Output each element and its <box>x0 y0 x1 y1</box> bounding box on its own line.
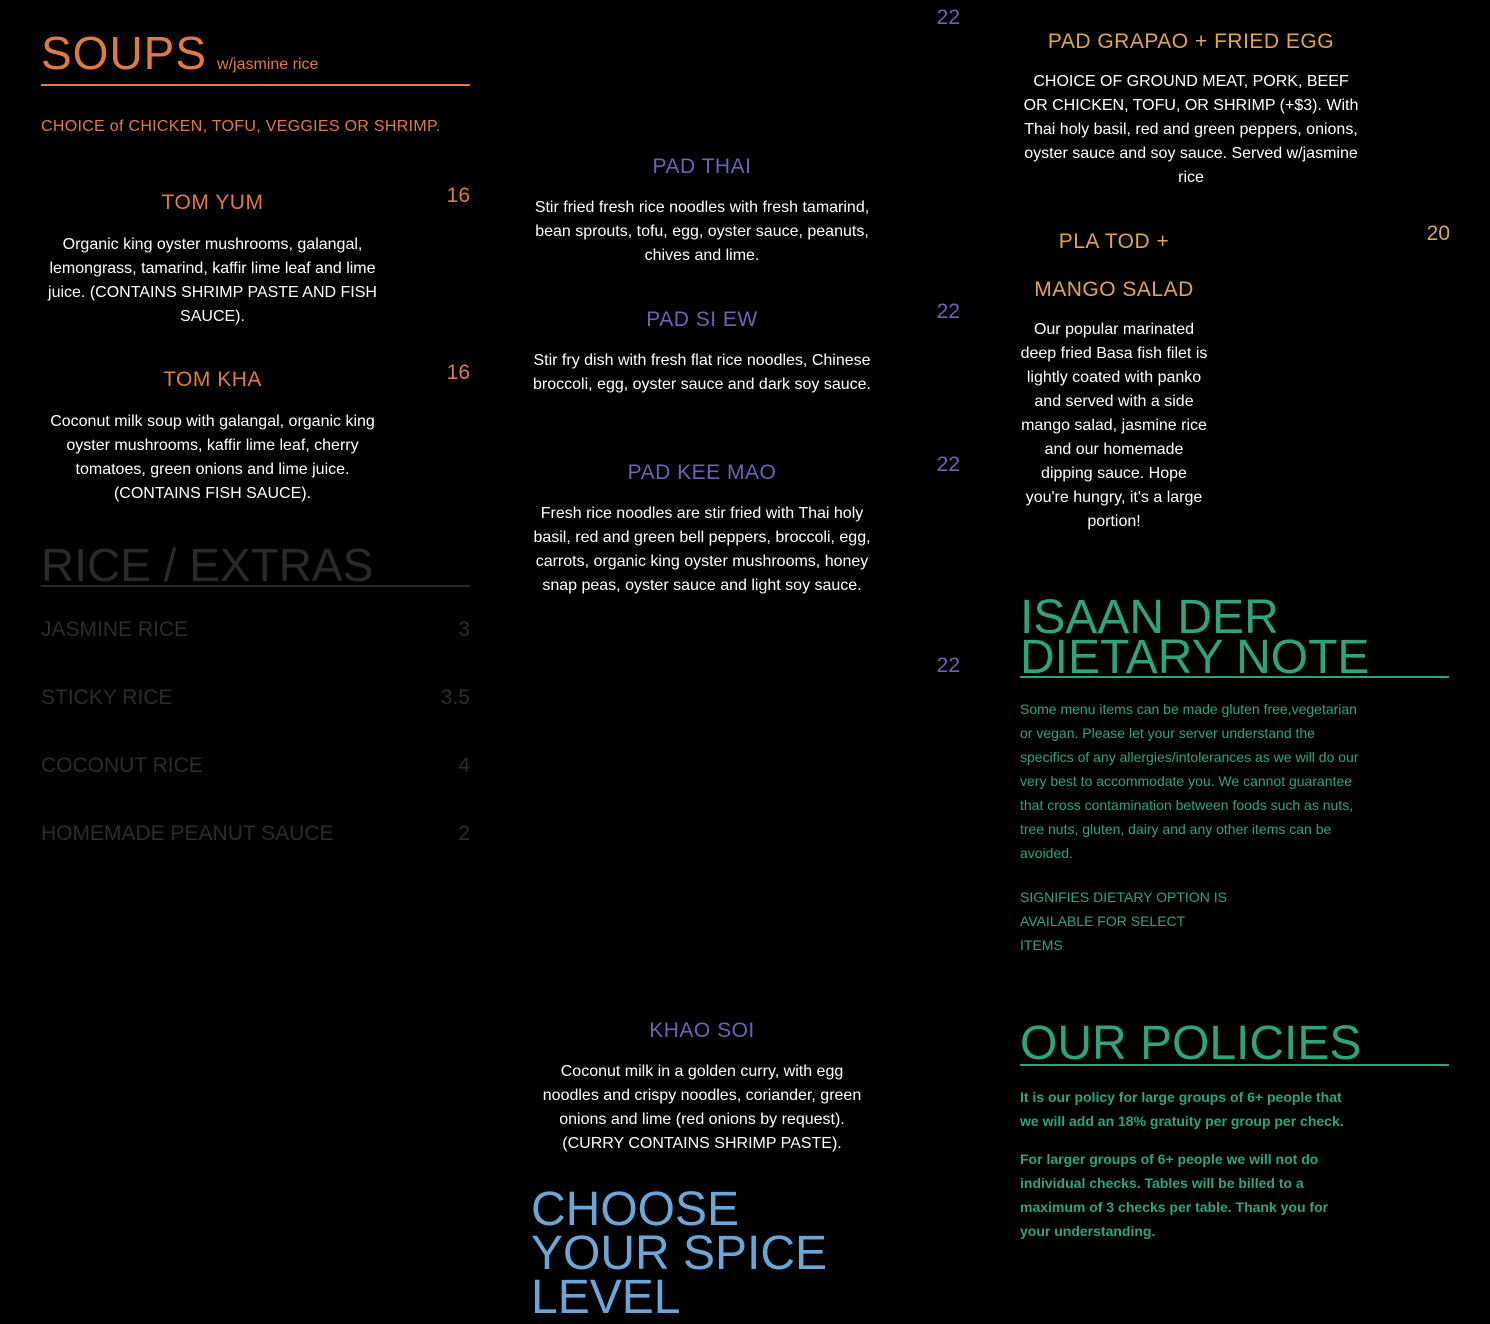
top-price: 22 <box>936 6 960 29</box>
soups-header <box>41 28 470 86</box>
tom-yum-description: Organic king oyster mushrooms, galangal, lemongrass, tamarind, kaffir lime leaf and lime juice. (CONTAINS SHRIMP PASTE AND FISH SAUCE). <box>48 236 377 325</box>
rice-item-name: JASMINE RICE <box>41 618 189 641</box>
pad-thai-title: PAD THAI <box>652 155 752 178</box>
tom-yum-price: 16 <box>446 184 470 207</box>
policies-header <box>1020 1017 1449 1070</box>
rice-extras-header <box>41 539 470 591</box>
rice-item-price: 3.5 <box>440 686 470 709</box>
rice-item-price: 4 <box>458 754 470 777</box>
rice-item-name: STICKY RICE <box>41 686 173 709</box>
rice-item-price: 2 <box>458 822 470 845</box>
rice-item-name: COCONUT RICE <box>41 754 203 777</box>
pla-tod-title-line1: PLA TOD + <box>1058 230 1170 253</box>
pla-tod-title-line2: MANGO SALAD <box>1034 278 1194 301</box>
dietary-header <box>1020 591 1449 684</box>
spice-level-heading: CHOOSE YOUR SPICE LEVEL <box>531 1183 828 1324</box>
rice-item <box>41 686 470 710</box>
policy-checks: For larger groups of 6+ people we will not do individual checks. Tables will be billed to a maximum of 3 checks per table. Thank you for your understanding. <box>1020 1151 1329 1239</box>
tom-kha-title: TOM KHA <box>163 368 262 391</box>
pad-grapao-description: CHOICE OF GROUND MEAT, PORK, BEEF OR CHICKEN, TOFU, OR SHRIMP (+$3). With Thai holy basil, red and green peppers, onions, oyster sauce and soy sauce. Served w/jasmine rice <box>1023 73 1359 186</box>
rice-extras-title: RICE / EXTRAS <box>41 539 374 591</box>
pad-kee-mao-price: 22 <box>936 654 960 677</box>
soups-choice-note: CHOICE of CHICKEN, TOFU, VEGGIES OR SHRIMP. <box>41 118 441 135</box>
rice-item <box>41 754 470 778</box>
tom-yum-title: TOM YUM <box>161 191 264 214</box>
rice-item-price: 3 <box>458 618 470 641</box>
policy-gratuity: It is our policy for large groups of 6+ people that we will add an 18% gratuity per group per check. <box>1020 1089 1344 1129</box>
pad-kee-mao-description: Fresh rice noodles are stir fried with Thai holy basil, red and green bell peppers, broccoli, egg, carrots, organic king oyster mushrooms, honey snap peas, oyster sauce and light soy sauce. <box>533 505 871 594</box>
rice-item <box>41 618 470 642</box>
pad-grapao-title: PAD GRAPAO + FRIED EGG <box>1047 30 1335 53</box>
pad-kee-mao-title: PAD KEE MAO <box>627 461 777 484</box>
tom-kha-price: 16 <box>446 361 470 384</box>
rice-item-name: HOMEMADE PEANUT SAUCE <box>41 822 334 845</box>
policies-title: OUR POLICIES <box>1020 1017 1362 1070</box>
soups-subtitle: w/jasmine rice <box>217 56 319 73</box>
khao-soi-description: Coconut milk in a golden curry, with egg noodles and crispy noodles, coriander, green onions and lime (red onions by request). (CURRY CONTAINS SHRIMP PASTE). <box>542 1063 862 1152</box>
pla-tod-price: 20 <box>1426 222 1450 245</box>
pla-tod-description: Our popular marinated deep fried Basa fish filet is lightly coated with panko and served with a side mango salad, jasmine rice and our homemade dipping sauce. Hope you're hungry, it's a large portion! <box>1020 321 1208 530</box>
pad-si-ew-title: PAD SI EW <box>646 308 758 331</box>
khao-soi-title: KHAO SOI <box>649 1019 755 1042</box>
tom-kha-description: Coconut milk soup with galangal, organic king oyster mushrooms, kaffir lime leaf, cherry tomatoes, green onions and lime juice. (CONTAINS FISH SAUCE). <box>50 413 375 502</box>
dietary-title-line2: DIETARY NOTE <box>1020 631 1370 684</box>
dietary-note: Some menu items can be made gluten free,vegetarian or vegan. Please let your server understand the specifics of any allergies/intolerances as we will do our very best to accommodate you. We cannot guarantee that cross contamination between foods such as nuts, tree nuts, gluten, dairy and any other items can be avoided. <box>1020 701 1359 861</box>
rice-item <box>41 822 470 846</box>
dietary-title-line1: ISAAN DER <box>1020 591 1279 644</box>
dietary-signifies: SIGNIFIES DIETARY OPTION IS AVAILABLE FOR SELECT ITEMS <box>1020 889 1227 953</box>
pad-si-ew-price: 22 <box>936 453 960 476</box>
pad-si-ew-description: Stir fry dish with fresh flat rice noodles, Chinese broccoli, egg, oyster sauce and dark soy sauce. <box>533 352 871 393</box>
soups-title: SOUPS <box>41 27 208 79</box>
pad-thai-description: Stir fried fresh rice noodles with fresh tamarind, bean sprouts, tofu, egg, oyster sauce, peanuts, chives and lime. <box>534 199 870 264</box>
pad-thai-price: 22 <box>936 300 960 323</box>
